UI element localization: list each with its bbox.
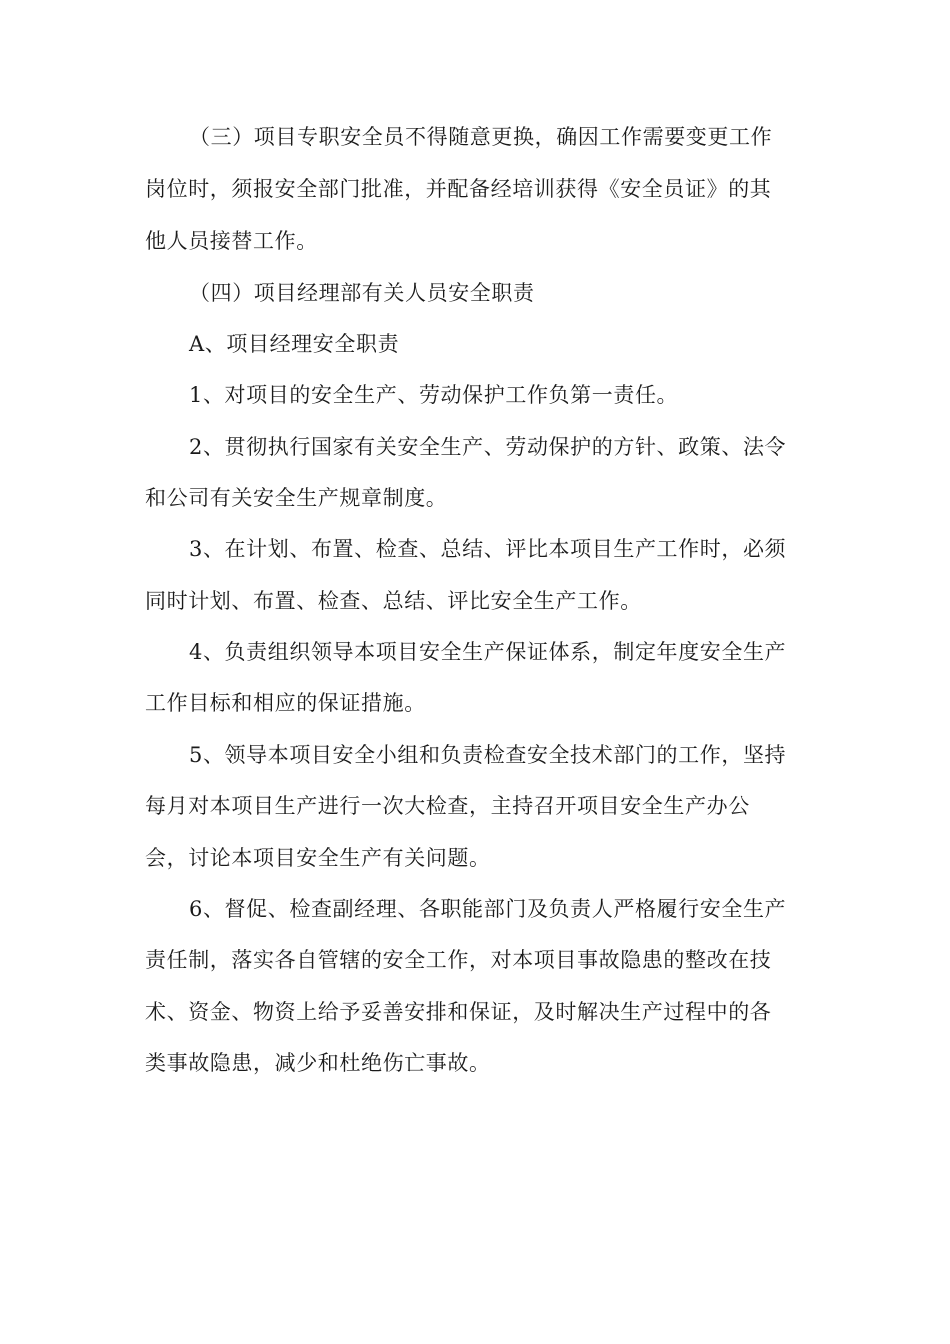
list-item-continuation: 同时计划、布置、检查、总结、评比安全生产工作。 bbox=[145, 589, 642, 613]
paragraph-line: 岗位时，须报安全部门批准，并配备经培训获得《安全员证》的其 bbox=[145, 177, 772, 201]
section-heading: （四）项目经理部有关人员安全职责 bbox=[189, 281, 535, 305]
paragraph-line: （三）项目专职安全员不得随意更换，确因工作需要变更工作 bbox=[189, 125, 773, 149]
list-item-continuation: 工作目标和相应的保证措施。 bbox=[145, 691, 426, 715]
subsection-heading: A、项目经理安全职责 bbox=[189, 332, 400, 356]
list-item: 3、在计划、布置、检查、总结、评比本项目生产工作时，必须 bbox=[189, 537, 787, 561]
list-item: 5、领导本项目安全小组和负责检查安全技术部门的工作，坚持 bbox=[189, 743, 787, 767]
paragraph-line: 他人员接替工作。 bbox=[145, 229, 318, 253]
list-item-continuation: 会，讨论本项目安全生产有关问题。 bbox=[145, 846, 491, 870]
list-item-continuation: 和公司有关安全生产规章制度。 bbox=[145, 486, 448, 510]
list-item: 6、督促、检查副经理、各职能部门及负责人严格履行安全生产 bbox=[189, 897, 787, 921]
list-item-continuation: 每月对本项目生产进行一次大检查，主持召开项目安全生产办公 bbox=[145, 794, 750, 818]
list-item-continuation: 术、资金、物资上给予妥善安排和保证，及时解决生产过程中的各 bbox=[145, 1000, 772, 1024]
list-item-continuation: 类事故隐患，减少和杜绝伤亡事故。 bbox=[145, 1051, 491, 1075]
list-item: 2、贯彻执行国家有关安全生产、劳动保护的方针、政策、法令 bbox=[189, 435, 787, 459]
list-item: 1、对项目的安全生产、劳动保护工作负第一责任。 bbox=[189, 383, 679, 407]
list-item-continuation: 责任制，落实各自管辖的安全工作，对本项目事故隐患的整改在技 bbox=[145, 948, 772, 972]
list-item: 4、负责组织领导本项目安全生产保证体系，制定年度安全生产 bbox=[189, 640, 787, 664]
